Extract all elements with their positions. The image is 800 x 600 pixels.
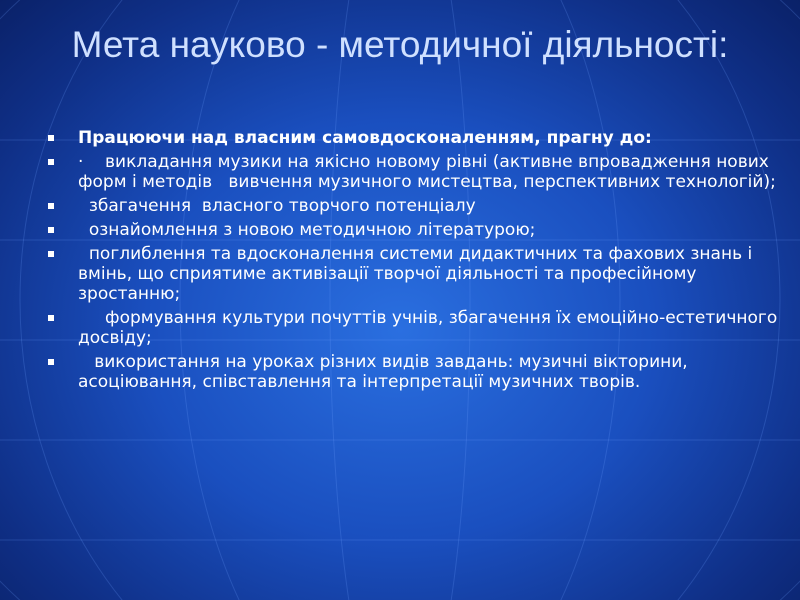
square-bullet-icon [48, 227, 54, 233]
list-item-text: Працюючи над власним самовдосконаленням, прагну до: [78, 128, 652, 148]
square-bullet-icon [48, 315, 54, 321]
square-bullet-icon [48, 251, 54, 257]
list-item-text: поглиблення та вдосконалення системи дидактичних та фахових знань і вмінь, що сприятиме активізації творчої діяльності та професійному зростанню; [78, 244, 758, 304]
list-item-text: ознайомлення з новою методичною літературою; [78, 220, 536, 240]
square-bullet-icon [48, 359, 54, 365]
list-item-text: · викладання музики на якісно новому рівні (активне впровадження нових форм і методів вивчення музичного мистецтва, перспективних технологій); [78, 152, 776, 192]
list-item-text: збагачення власного творчого потенціалу [78, 196, 476, 216]
square-bullet-icon [48, 203, 54, 209]
list-item [44, 308, 784, 348]
list-item [44, 244, 784, 304]
list-item [44, 152, 784, 192]
list-item [44, 220, 784, 240]
list-item-text: формування культури почуттів учнів, збагачення їх емоційно-естетичного досвіду; [78, 308, 783, 348]
list-item [44, 128, 784, 148]
bullet-list [44, 128, 784, 396]
square-bullet-icon [48, 159, 54, 165]
square-bullet-icon [48, 135, 54, 141]
list-item-text: використання на уроках різних видів завдань: музичні вікторини, асоціювання, співставлення та інтерпретації музичних творів. [78, 352, 694, 392]
slide-title: Мета науково - методичної діяльності: [71, 24, 729, 65]
list-item [44, 352, 784, 392]
list-item [44, 196, 784, 216]
